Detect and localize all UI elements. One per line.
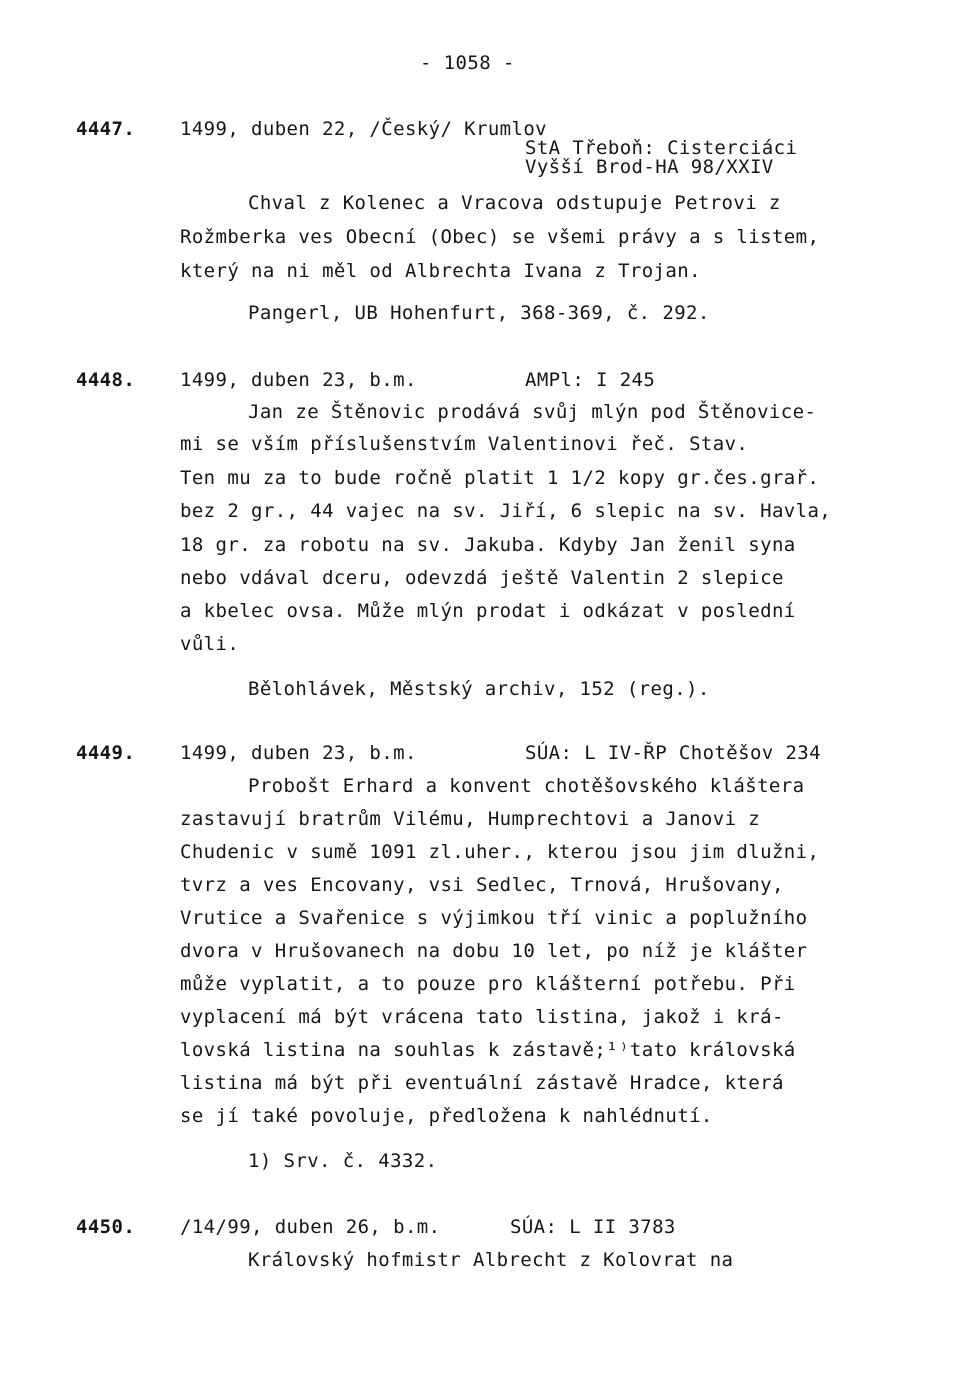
entry-source: Pangerl, UB Hohenfurt, 368-369, č. 292. [248,302,710,324]
entry-body-line: vyplacení má být vrácena tato listina, jakož i krá- [180,1006,784,1028]
entry-header: /14/99, duben 26, b.m. [180,1216,441,1238]
entry-body-line: nebo vdával dceru, odevzdá ještě Valentin 2 slepice [180,567,784,589]
entry-body-line: Vrutice a Svařenice s výjimkou tří vinic a poplužního [180,907,808,929]
archive-reference: SÚA: L II 3783 [510,1216,676,1238]
footnote: 1) Srv. č. 4332. [248,1150,438,1172]
entry-number: 4447. [76,118,136,140]
entry-body-line: může vyplatit, a to pouze pro klášterní potřebu. Při [180,973,796,995]
entry-body-line: Chval z Kolenec a Vracova odstupuje Petrovi z [248,192,781,214]
entry-number: 4448. [76,369,136,391]
entry-header: 1499, duben 23, b.m. [180,742,417,764]
entry-body-line: Ten mu za to bude ročně platit 1 1/2 kopy gr.čes.grař. [180,467,820,489]
entry-number: 4449. [76,742,136,764]
archive-reference: Vyšší Brod-HA 98/XXIV [525,156,774,178]
archive-reference: StA Třeboň: Cisterciáci [525,137,798,159]
entry-body-line: 18 gr. za robotu na sv. Jakuba. Kdyby Jan ženil syna [180,534,796,556]
page-number: - 1058 - [420,52,515,74]
entry-body-line: lovská listina na souhlas k zástavě;¹⁾tato královská [180,1039,796,1061]
entry-body-line: Chudenic v sumě 1091 zl.uher., kterou jsou jim dlužni, [180,841,820,863]
entry-body-line: Královský hofmistr Albrecht z Kolovrat na [248,1249,734,1271]
entry-body-line: který na ni měl od Albrechta Ivana z Trojan. [180,260,701,282]
entry-body-line: tvrz a ves Encovany, vsi Sedlec, Trnová, Hrušovany, [180,874,784,896]
entry-body-line: listina má být při eventuální zástavě Hradce, která [180,1072,784,1094]
entry-body-line: a kbelec ovsa. Může mlýn prodat i odkázat v poslední [180,600,796,622]
entry-body-line: Rožmberka ves Obecní (Obec) se všemi právy a s listem, [180,226,820,248]
entry-body-line: vůli. [180,633,240,655]
entry-body-line: Jan ze Štěnovic prodává svůj mlýn pod Štěnovice- [248,401,817,423]
entry-body-line: bez 2 gr., 44 vajec na sv. Jiří, 6 slepic na sv. Havla, [180,500,832,522]
entry-body-line: Probošt Erhard a konvent chotěšovského kláštera [248,775,805,797]
entry-header: 1499, duben 22, /Český/ Krumlov [180,118,548,140]
entry-source: Bělohlávek, Městský archiv, 152 (reg.). [248,678,710,700]
archive-reference: AMPl: I 245 [525,369,656,391]
entry-body-line: mi se vším příslušenstvím Valentinovi řeč. Stav. [180,433,749,455]
archive-reference: SÚA: L IV-ŘP Chotěšov 234 [525,742,821,764]
entry-body-line: zastavují bratrům Vilému, Humprechtovi a Janovi z [180,808,761,830]
entry-body-line: dvora v Hrušovanech na dobu 10 let, po níž je klášter [180,940,808,962]
entry-header: 1499, duben 23, b.m. [180,369,417,391]
entry-number: 4450. [76,1216,136,1238]
entry-body-line: se jí také povoluje, předložena k nahlédnutí. [180,1105,713,1127]
